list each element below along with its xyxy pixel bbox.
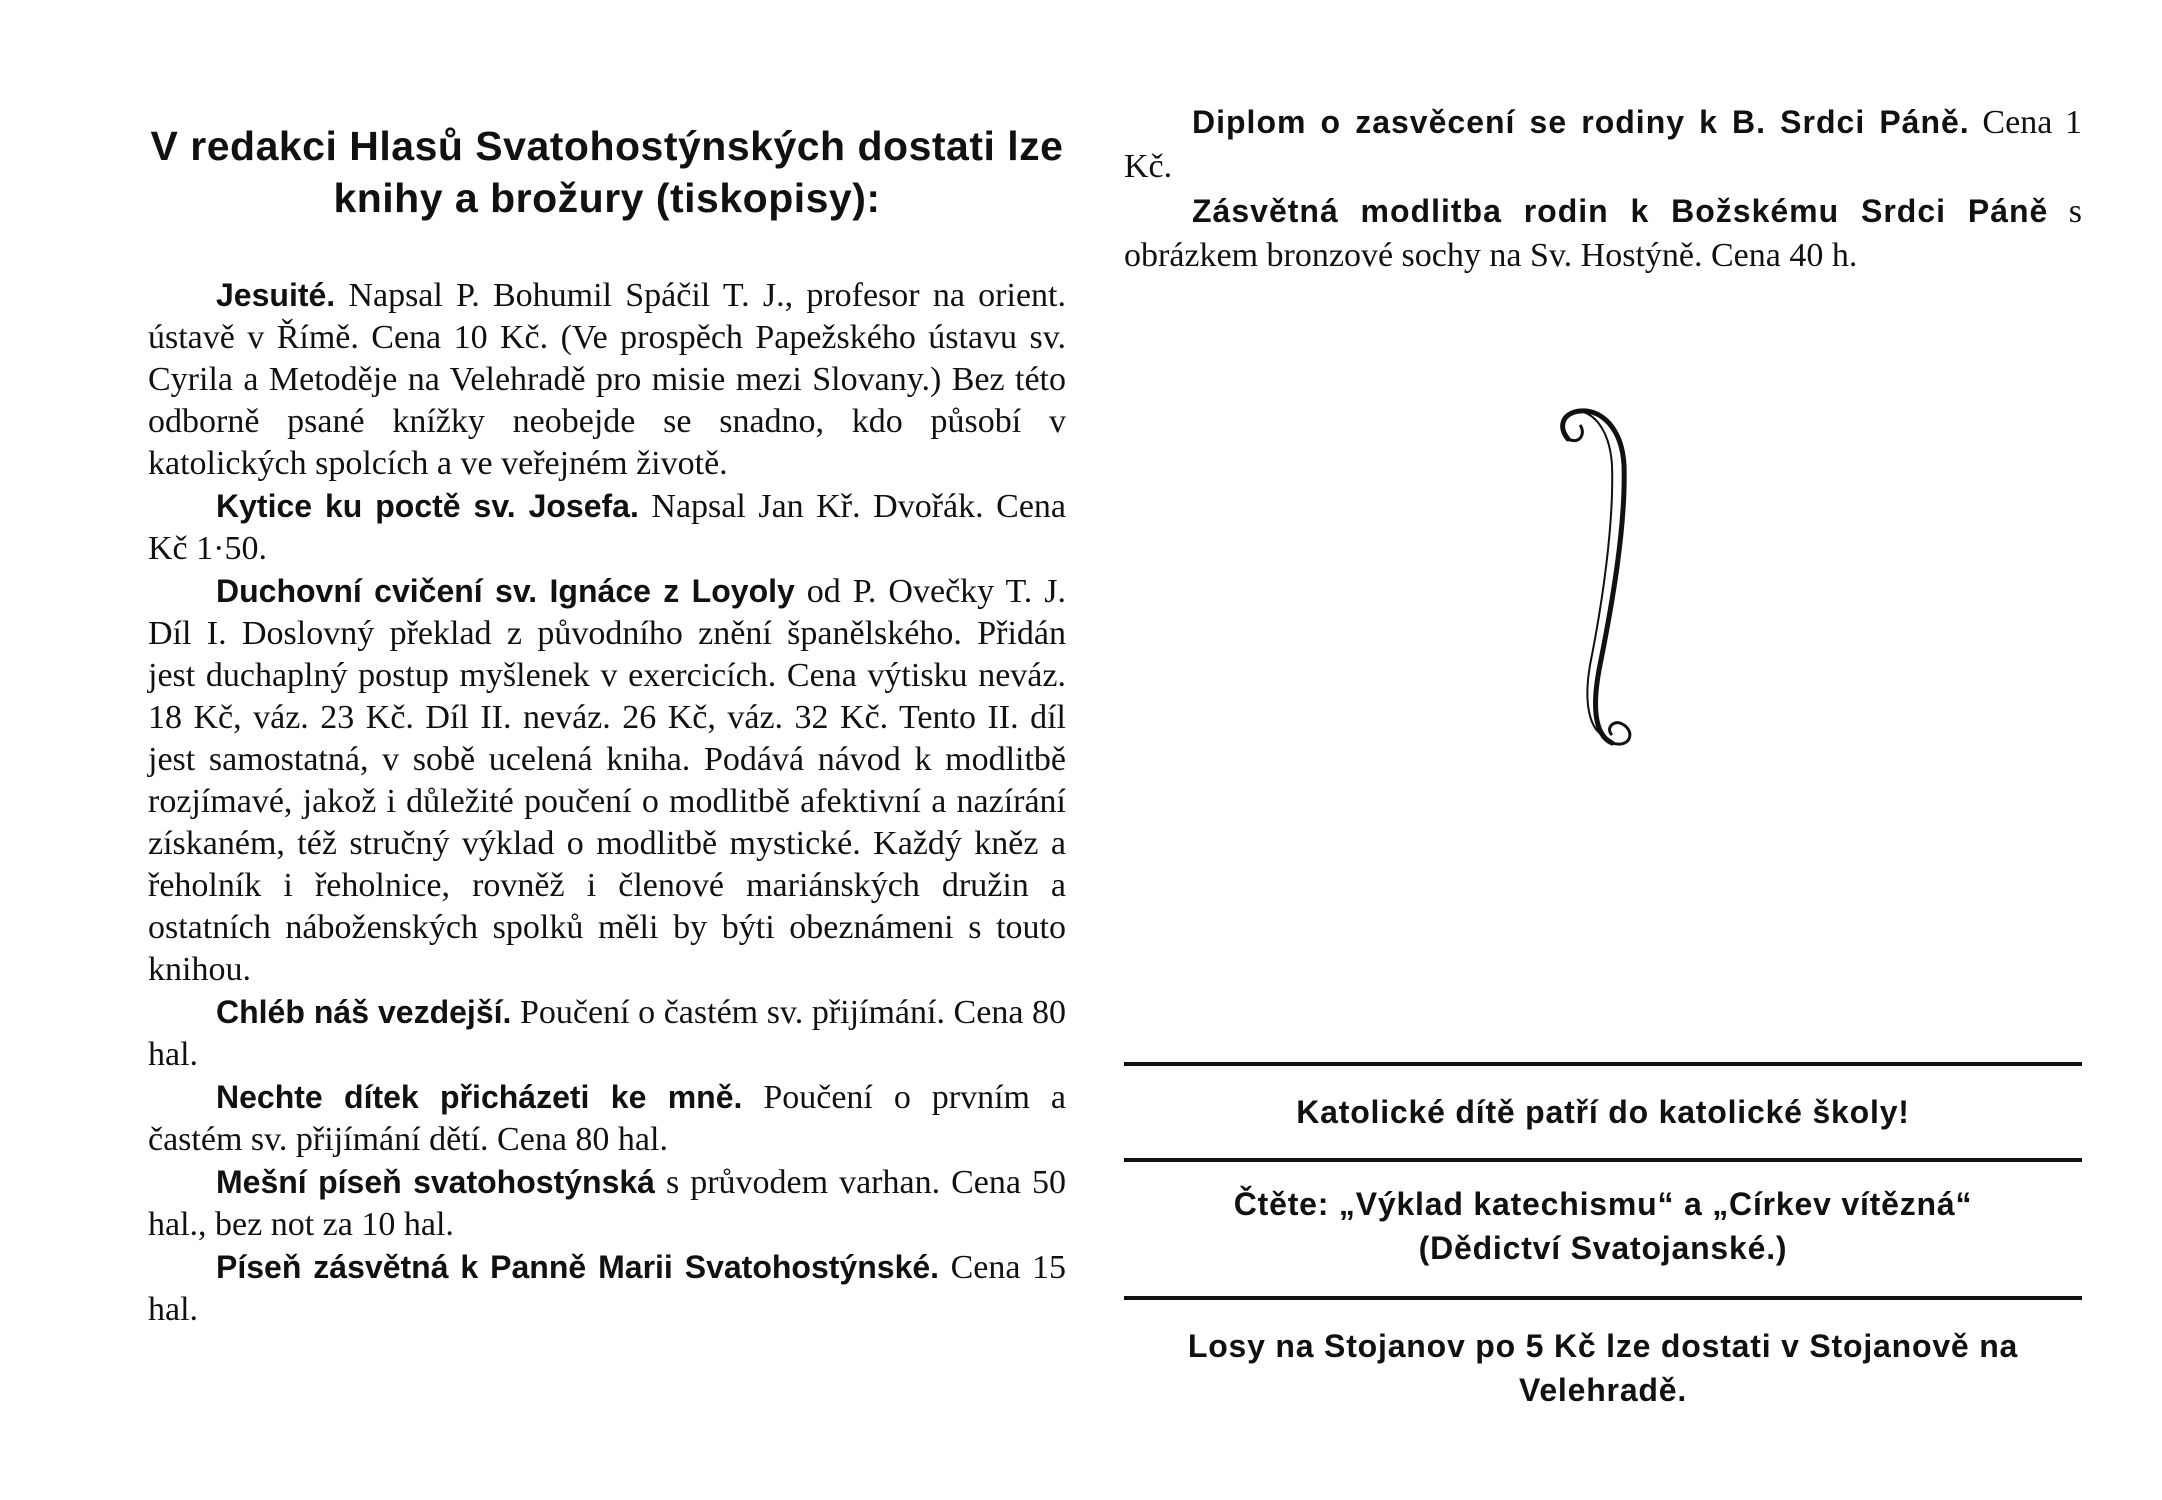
divider-rule [1124, 1296, 2082, 1300]
book-entry-chleb: Chléb náš vezdejší. Poučení o častém sv. přijímání. Cena 80 hal. [148, 994, 1066, 1073]
page-title: V redakci Hlasů Svatohostýnských dostati lze knihy a brožury (tiskopisy): [150, 123, 1064, 221]
book-entry-mesni-pisen: Mešní píseň svatohostýnská s průvodem varhan. Cena 50 hal., bez not za 10 hal. [148, 1164, 1066, 1243]
book-entry-nechte-ditek: Nechte dítek přicházeti ke mně. Poučení o prvním a častém sv. přijímání dětí. Cena 80 hal. [148, 1079, 1067, 1158]
book-entry-jesuite: Jesuité. Napsal P. Bohumil Spáčil T. J., profesor na orient. ústavě v Římě. Cena 10 Kč. (Ve prospěch Papežského ústavu sv. Cyrila a Metoděje na Velehradě pro misie mezi Slovany.) Bez této odborně psané knížky neobejde se snadno, kdo působí v katolických spolcích a ve veřejném životě. [148, 277, 1066, 482]
notice-ctete: Čtěte: „Výklad katechismu“ a „Církev vítězná“ (Dědictví Svatojanské.) [1233, 1186, 1973, 1266]
decorative-bracket-ornament [1540, 405, 1660, 765]
divider-rule [1124, 1158, 2082, 1162]
left-column [148, 120, 1066, 1331]
book-entry-duchovni-cviceni: Duchovní cvičení sv. Ignáce z Loyoly od P. Ovečky T. J. Díl I. Doslovný překlad z původního znění španělského. Přidán jest duchaplný postup myšlenek v exercicích. Cena výtisku neváz. 18 Kč, váz. 23 Kč. Díl II. neváz. 26 Kč, váz. 32 Kč. Tento II. díl jest samostatná, v sobě ucelená kniha. Podává návod k modlitbě rozjímavé, jakož i důležité poučení o modlitbě afektivní a nazírání získaném, též stručný výklad o modlitbě mystické. Každý kněz a řeholník i řeholnice, rovněž i členové mariánských družin a ostatních náboženských spolků měli by býti obeznámeni s touto knihou. [148, 573, 1066, 988]
divider-rule [1124, 1062, 2082, 1066]
notice-katolicka-skola: Katolické dítě patří do katolické školy! [1296, 1094, 1910, 1130]
notice-losy-stojanov: Losy na Stojanov po 5 Kč lze dostati v Stojanově na Velehradě. [1187, 1328, 2019, 1408]
book-entry-kytice: Kytice ku poctě sv. Josefa. Napsal Jan Kř. Dvořák. Cena Kč 1·50. [148, 488, 1067, 567]
right-column [1124, 100, 2082, 278]
book-entry-diplom: Diplom o zasvěcení se rodiny k B. Srdci Páně. Cena 1 Kč. [1124, 104, 2083, 185]
book-entry-pisen-zasvetna: Píseň zásvětná k Panně Marii Svatohostýnské. Cena 15 hal. [148, 1249, 1067, 1328]
book-entry-zasvetna-modlitba: Zásvětná modlitba rodin k Božskému Srdci Páně s obrázkem bronzové sochy na Sv. Hostýně. Cena 40 h. [1124, 193, 2083, 274]
